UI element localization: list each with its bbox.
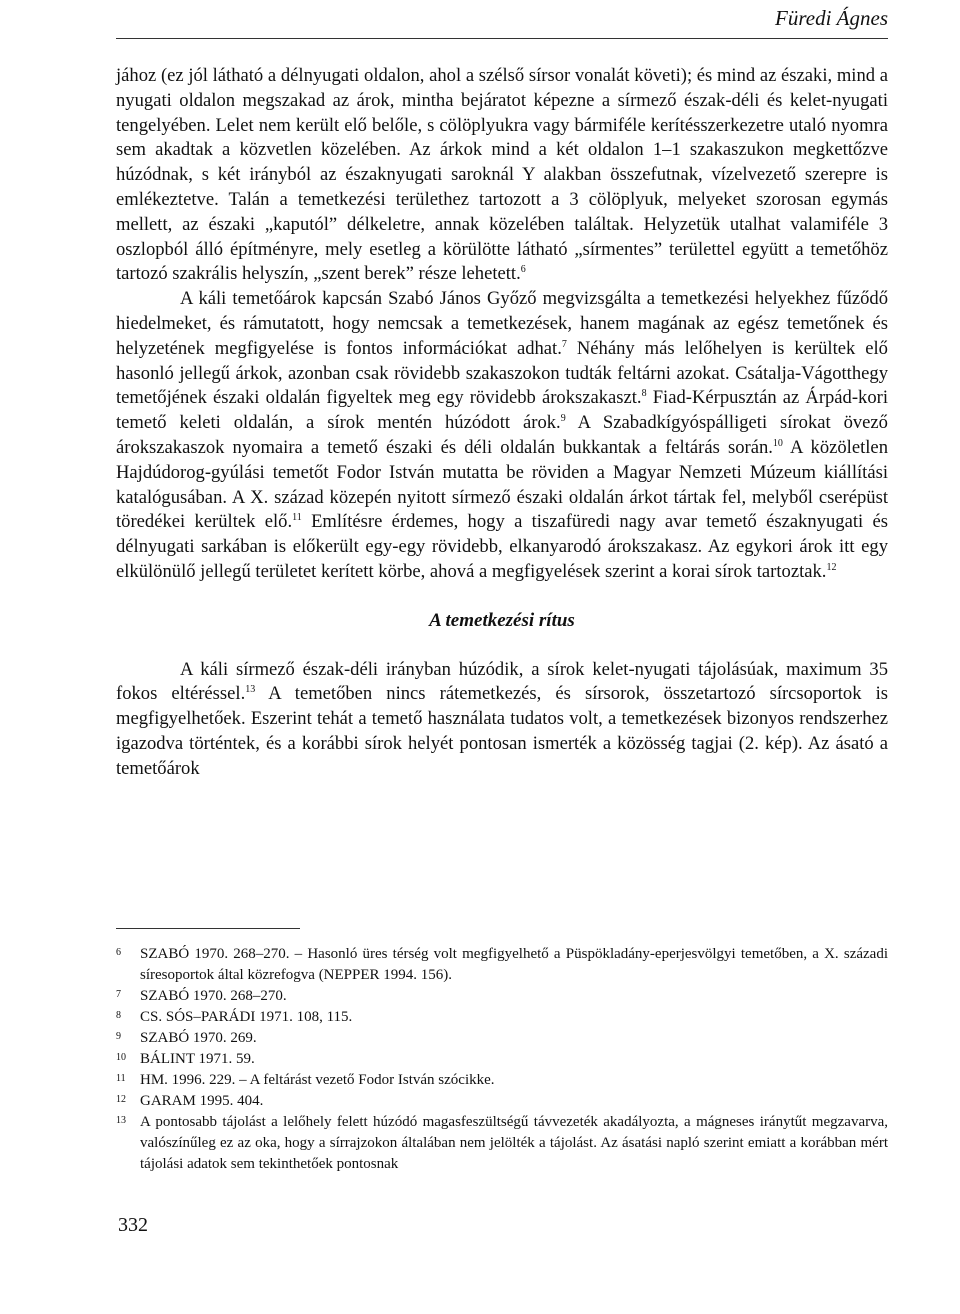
footnote-ref: 7 <box>561 338 567 350</box>
footnote: 9 SZABÓ 1970. 269. <box>116 1030 257 1046</box>
footnote-ref: 10 <box>772 437 783 449</box>
section-heading: A temetkezési rítus <box>429 609 575 631</box>
header-rule <box>116 38 888 39</box>
footnote: 11 HM. 1996. 229. – A feltárást vezető Fodor István szócikke. <box>116 1072 495 1088</box>
footnote: 10 BÁLINT 1971. 59. <box>116 1051 255 1067</box>
running-header: Füredi Ágnes <box>775 6 888 30</box>
paragraph: A káli temetőárok kapcsán Szabó János Győző megvizsgálta a temetkezési helyekhez fűződő hiedelmeket, és rámutatott, hogy nemcsak a temetkezések, hanem magának az egész temetőnek és helyzetének megfigyelése is fontos információkat adhat.$^7$ Néhány más lelőhelyen is kerültek elő hasonló jellegű árkok, azonban csak rövidebb szakaszokon tudták feltárni azokat. Csátalja-Vágotthegy temetőjének északi oldalán figyeltek meg egy rövidebb árokszakaszt.$^8$ Fiad-Kérpusztán az Árpád-kori temető keleti oldalán, a sírok mentén húzódott árok.$^9$ A Szabadkígyóspálligeti sírokat övező árokszakaszok nyomaira a temető északi és déli oldalán bukkantak a feltárás során.$^{10}$ A közöletlen Hajdúdorog-gyúlási temetőt Fodor István mutatta be röviden a Magyar Nemzeti Múzeum kiállítási katalógusában. A X. század közepén nyitott sírmező északi oldalán árkot tártak fel, melyből cserépüst töredékei kerültek elő.$^{11}$ Említésre érdemes, hogy a tiszafüredi nagy avar temető északnyugati és délnyugati sarkában is előkerült egy-egy rövidebb, elkanyarodó árokszakasz. Az egykori árok itt egy elkülönülő jellegű területet kerített körbe, ahová a megfigyelések szerint a korai sírok tartoztak.$^{12}$ <box>116 288 888 582</box>
footnote: 13 A pontosabb tájolást a lelőhely felett húzódó magasfeszültségű távvezeték akadályozta, a mágneses iránytűt megzavarva, valószínűleg ez az oka, hogy a sírrajzokon általában nem jelölték a tájolást. Az ásatási napló szerint emiatt a korábban mért tájolási adatok sem tekinthetőek pontosnak <box>116 1114 888 1172</box>
footnote: 8 CS. SÓS–PARÁDI 1971. 108, 115. <box>116 1009 353 1025</box>
footnote-ref: 8 <box>641 388 647 400</box>
footnote-ref: 11 <box>292 512 302 524</box>
footnotes <box>116 944 888 1175</box>
paragraph: jához (ez jól látható a délnyugati oldalon, ahol a szélső sírsor vonalát követi); és mind az északi, mind a nyugati oldalon megszakad az árok, mintha bejáratot képezne a sírmező észak-déli és kelet-nyugati tengelyében. Lelet nem került elő belőle, s cölöplyukra vagy bármiféle kerítésszerkezetre utaló nyomra sem akadtak a közvetlen közelében. Az árkok mind a két oldalon 1–1 szakaszukon megkettőzve húzódnak, s két irányból az északnyugati saroknál Y alakban összefutnak, vízelvezető szerepre is emlékeztetve. Talán a temetkezési területhez tartozott a 3 cölöplyuk, melyeket szorosan egymás mellett, az északi „kaputól” délkeletre, annak közelében találtak. Helyzetük utalhat valamiféle 3 oszlopból álló építményre, mely esetleg a körülötte látható „sírmentes” területtel együtt a temetőhöz tartozó szakrális helyszín, „szent berek” része lehetett.$^6$ <box>116 65 888 285</box>
paragraph: A káli sírmező észak-déli irányban húzódik, a sírok kelet-nyugati tájolásúak, maximum 35 fokos eltéréssel.$^{13}$ A temetőben nincs rátemetkezés, és sírsorok, összetartozó sírcsoportok is megfigyelhetőek. Eszerint tehát a temető használata tudatos volt, a temetkezések bizonyos rendszerhez igazodva történtek, és a korábbi sírok helyét pontosan ismerték a közösség tagjai (2. kép). Az ásató a temetőárok <box>116 658 888 779</box>
footnote-ref: 6 <box>520 264 526 276</box>
footnote: 12 GARAM 1995. 404. <box>116 1093 264 1109</box>
footnote: 7 SZABÓ 1970. 268–270. <box>116 988 287 1004</box>
footnote: 6 SZABÓ 1970. 268–270. – Hasonló üres térség volt megfigyelhető a Püspökladány-eperjesvölgyi temetőben, a X. századi síresoportok által közrefogva (NEPPER 1994. 156). <box>116 946 888 983</box>
footnote-ref: 13 <box>245 684 256 696</box>
body-text <box>116 64 888 782</box>
footnote-ref: 12 <box>826 561 837 573</box>
footnote-ref: 9 <box>560 413 566 425</box>
footnote-rule <box>116 928 300 929</box>
page-number: 332 <box>118 1214 148 1236</box>
page <box>116 0 888 1314</box>
